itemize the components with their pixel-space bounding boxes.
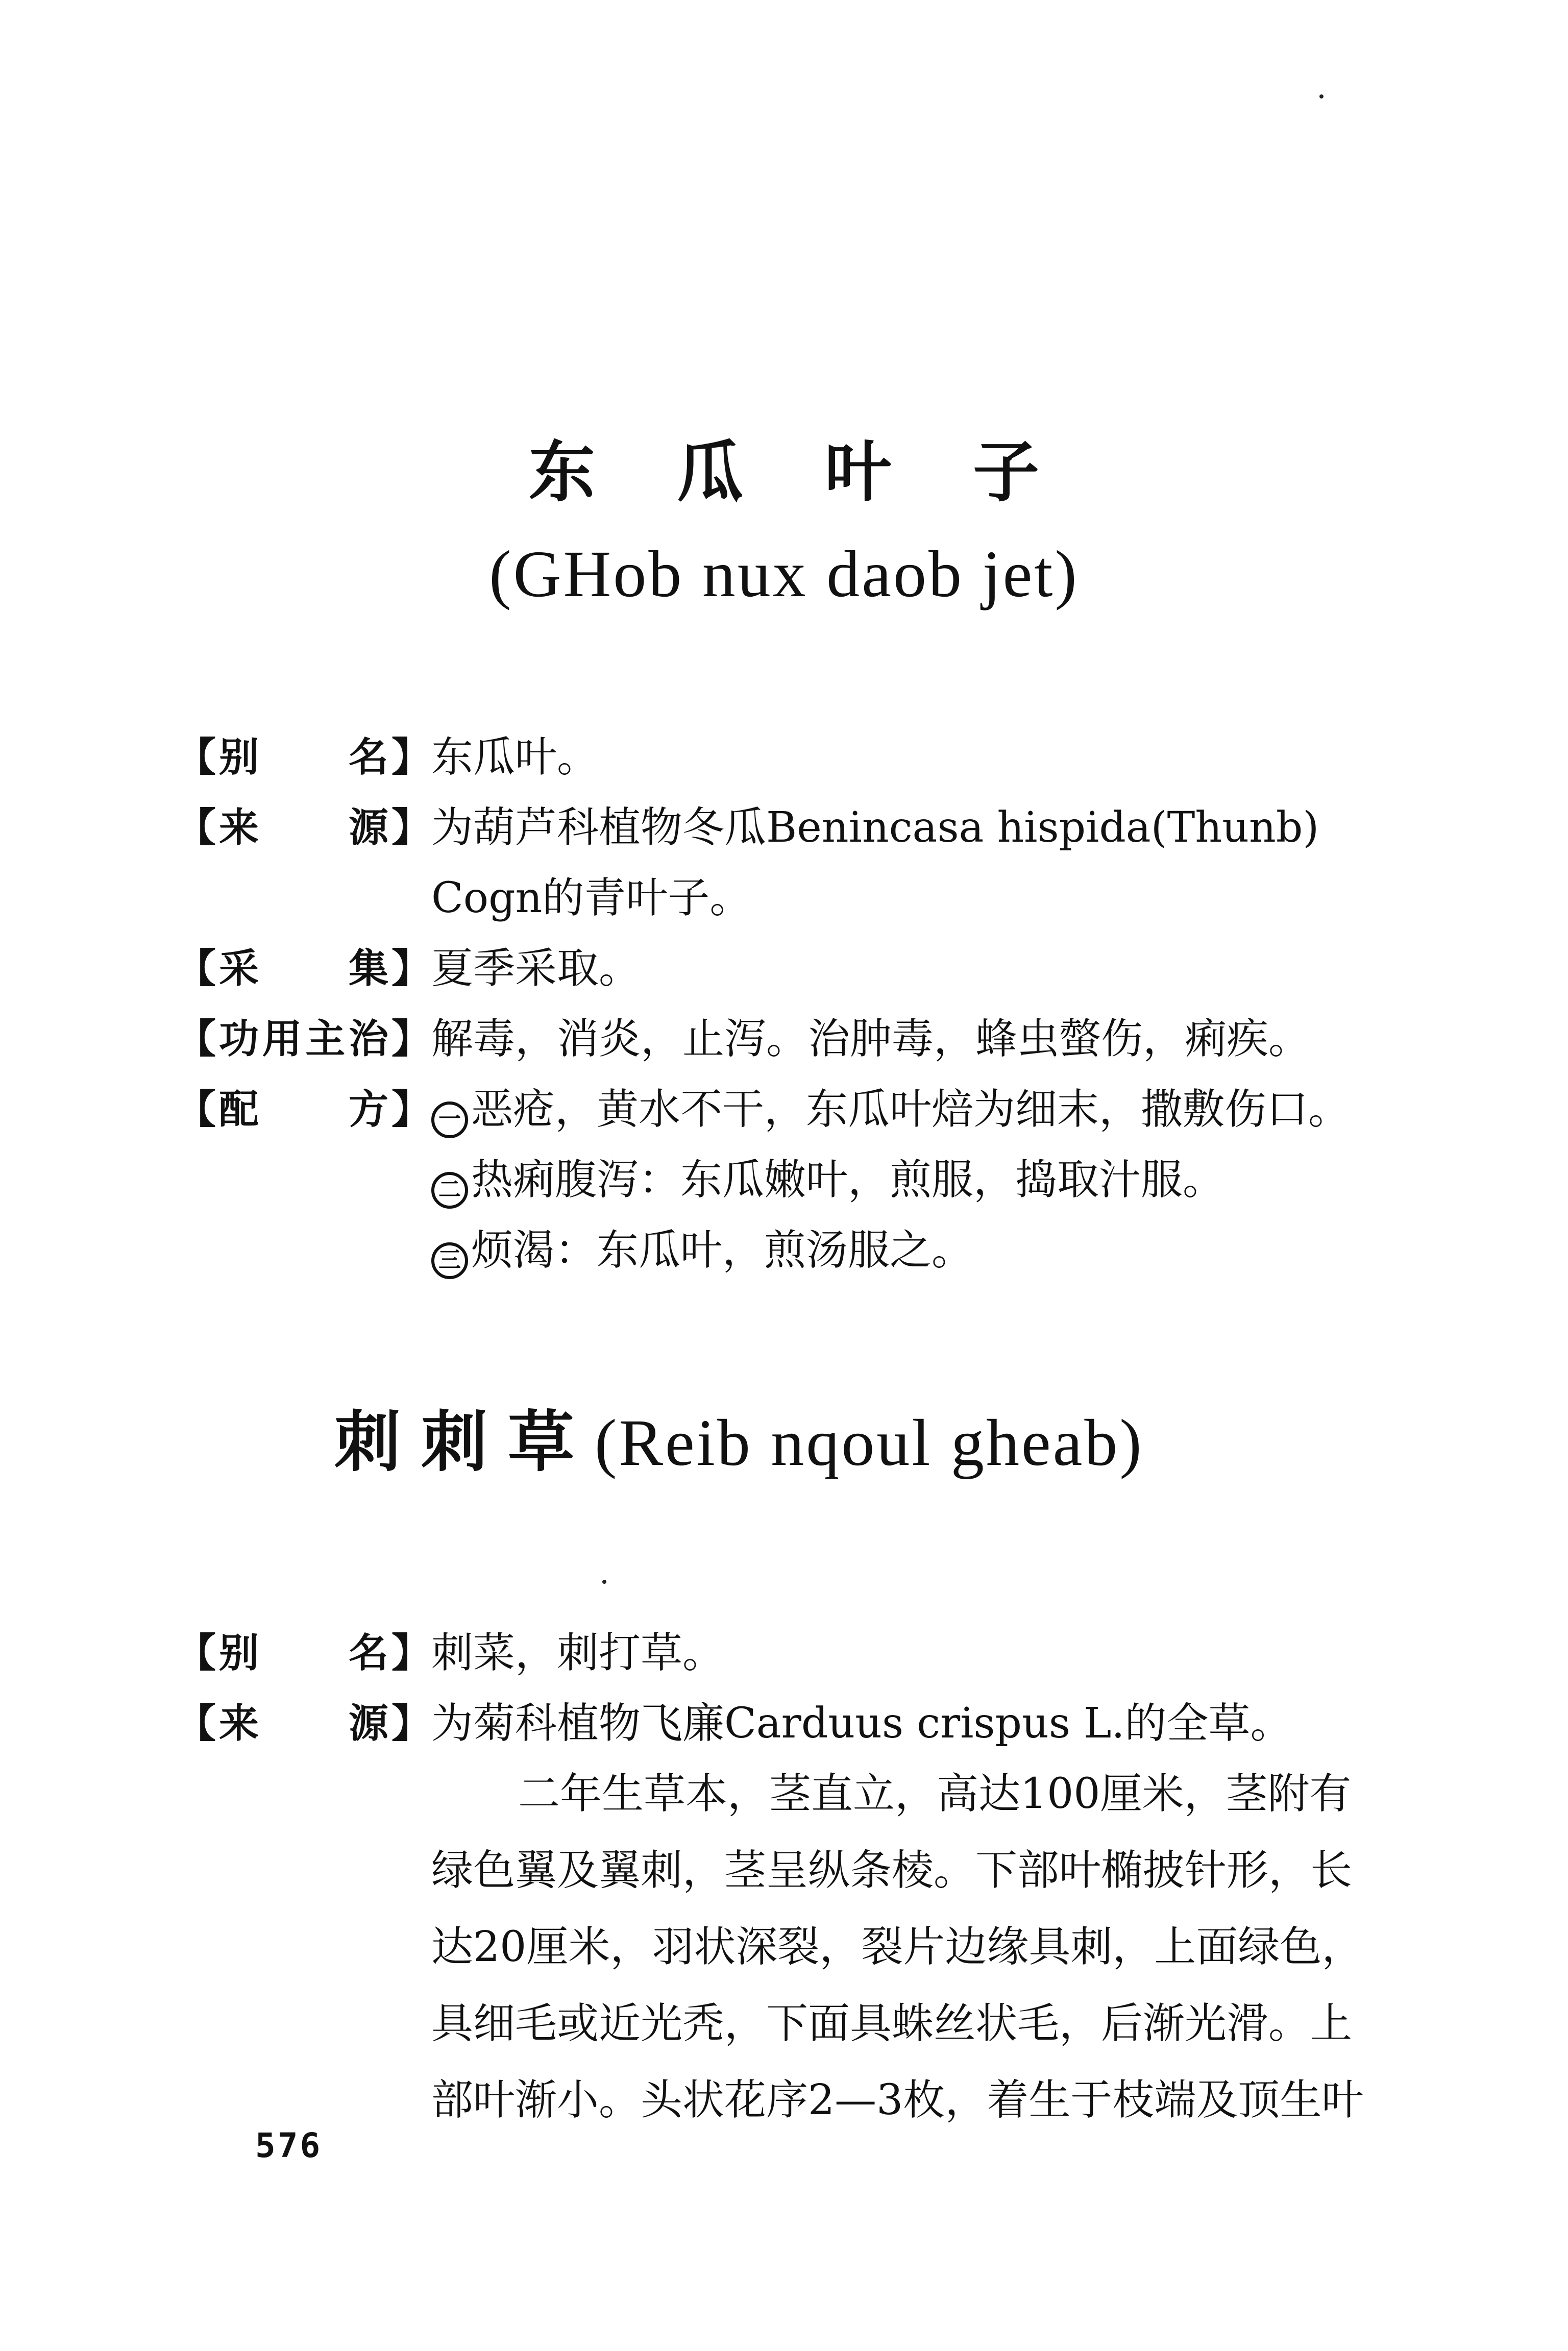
field-label: 【 采 集 】 [176,934,431,1004]
content-line: 解毒，消炎，止泻。治肿毒，蜂虫螫伤，痢疾。 [431,1015,1311,1063]
entry2-description [431,1756,1401,2139]
field-content [431,793,1411,934]
field-source [176,793,1411,934]
label-char: 源 [348,1701,388,1747]
label-char: 方 [348,1087,388,1133]
label-char: 来 [219,1701,259,1747]
entry2-romanization: (Reib nqoul gheab) [595,1406,1144,1480]
content-line: 东瓜叶。 [431,733,599,781]
label-char: 名 [348,1630,388,1676]
field-label: 【 来 源 】 [176,1688,431,1759]
formula-text: 恶疮，黄水不干，东瓜叶焙为细末，撒敷伤口。 [471,1085,1351,1134]
content-line: 夏季采取。 [431,944,641,993]
description-line: 具细毛或近光秃，下面具蛛丝状毛，后渐光滑。上 [431,1999,1353,2048]
description-line: 绿色翼及翼刺，茎呈纵条棱。下部叶椭披针形，长 [431,1846,1353,1895]
field-label: 【 配 方 】 [176,1074,431,1145]
entry2-fields [176,1618,1411,1759]
label-char: 主 [305,1016,346,1062]
field-content [431,1618,1411,1688]
content-line: 为葫芦科植物冬瓜Benincasa hispida(Thunb) [431,803,1319,852]
field-alias [176,1618,1411,1688]
entry1-romanization: (GHob nux daob jet) [489,537,1079,611]
field-label: 【 功 用 主 治 】 [176,1004,431,1074]
label-char: 配 [219,1087,259,1133]
label-char: 集 [348,946,388,992]
entry1-title: 东瓜叶子 [528,433,1121,511]
formula-line [431,1215,1411,1286]
description-line: 部叶渐小。头状花序2—3枚，着生于枝端及顶生叶 [431,2076,1364,2124]
content-line: 刺菜，刺打草。 [431,1629,725,1677]
circled-number-icon: 一 [431,1101,468,1138]
label-char: 别 [219,1630,259,1676]
formula-line [431,1145,1411,1215]
page-number: 576 [255,2126,323,2165]
scan-speck [602,1580,606,1584]
circled-number-icon: 二 [431,1172,468,1209]
formula-text: 热痢腹泻：东瓜嫩叶，煎服，捣取汁服。 [471,1156,1225,1204]
label-char: 用 [262,1016,302,1062]
content-line: Cogn的青叶子。 [431,874,752,922]
label-char: 名 [348,734,388,780]
label-char: 别 [219,734,259,780]
field-label: 【 别 名 】 [176,722,431,793]
formula-line [431,1074,1411,1145]
entry2-title-block [334,1403,1144,1481]
description-line: 达20厘米，羽状深裂，裂片边缘具刺，上面绿色， [431,1923,1364,1971]
label-char: 功 [219,1016,259,1062]
field-content [431,1688,1411,1759]
formula-text: 烦渴：东瓜叶，煎汤服之。 [471,1226,974,1275]
description-line: 二年生草本，茎直立，高达100厘米，茎附有 [518,1770,1352,1818]
field-label: 【 别 名 】 [176,1618,431,1688]
field-content [431,1004,1411,1074]
field-function [176,1004,1411,1074]
field-content [431,722,1411,793]
scan-speck [1319,94,1324,99]
field-content [431,934,1411,1004]
field-collection [176,934,1411,1004]
content-line: 为菊科植物飞廉Carduus crispus L.的全草。 [431,1699,1292,1748]
label-char: 来 [219,805,259,851]
label-char: 治 [348,1016,388,1062]
label-char: 源 [348,805,388,851]
field-label: 【 来 源 】 [176,793,431,863]
field-source [176,1688,1411,1759]
entry1-fields [176,722,1411,1286]
circled-number-icon: 三 [431,1242,468,1279]
field-formula [176,1074,1411,1286]
field-alias [176,722,1411,793]
field-content [431,1074,1411,1286]
entry2-title: 刺刺草 [334,1403,595,1481]
label-char: 采 [219,946,259,992]
